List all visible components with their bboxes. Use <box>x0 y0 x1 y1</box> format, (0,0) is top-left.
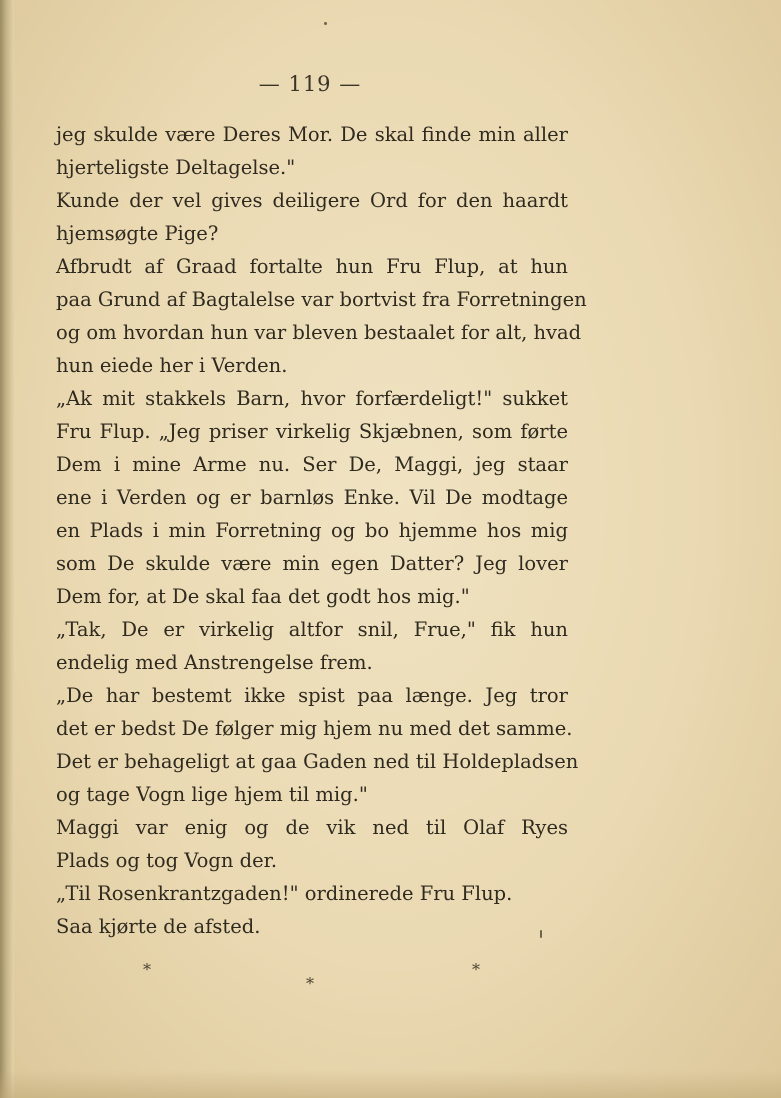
text-line: „Ak mit stakkels Barn, hvor forfærdeligt!" sukket <box>56 387 568 410</box>
paper-speck <box>324 22 327 25</box>
text-line: en Plads i min Forretning og bo hjemme hos mig <box>56 519 568 542</box>
text-line: Kunde der vel gives deiligere Ord for den haardt <box>56 189 568 212</box>
divider-star: * <box>306 974 314 993</box>
text-line: ene i Verden og er barnløs Enke. Vil De modtage <box>56 486 568 509</box>
text-line: og tage Vogn lige hjem til mig." <box>56 783 368 806</box>
paper-speck <box>540 930 542 938</box>
text-line: Dem i mine Arme nu. Ser De, Maggi, jeg staar <box>56 453 568 476</box>
page-binding-edge <box>0 0 14 1098</box>
text-line: som De skulde være min egen Datter? Jeg lover <box>56 552 568 575</box>
divider-star: * <box>143 960 151 979</box>
text-line: Maggi var enig og de vik ned til Olaf Ryes <box>56 816 568 839</box>
text-line: paa Grund af Bagtalelse var bortvist fra Forretningen <box>56 288 587 311</box>
text-line: Det er behageligt at gaa Gaden ned til Holdepladsen <box>56 750 579 773</box>
text-line: „Tak, De er virkelig altfor snil, Frue," fik hun <box>56 618 568 641</box>
text-line: Plads og tog Vogn der. <box>56 849 278 872</box>
text-line: hun eiede her i Verden. <box>56 354 288 377</box>
text-line: endelig med Anstrengelse frem. <box>56 651 373 674</box>
text-line: hjemsøgte Pige? <box>56 222 219 245</box>
text-line: Dem for, at De skal faa det godt hos mig." <box>56 585 470 608</box>
section-divider <box>0 956 781 996</box>
text-line: „Til Rosenkrantzgaden!" ordinerede Fru Flup. <box>56 882 513 905</box>
divider-star: * <box>472 960 480 979</box>
text-line: Afbrudt af Graad fortalte hun Fru Flup, at hun <box>56 255 568 278</box>
text-line: „De har bestemt ikke spist paa længe. Jeg tror <box>56 684 568 707</box>
text-line: Saa kjørte de afsted. <box>56 915 261 938</box>
body-text <box>56 118 587 943</box>
page-number: — 119 — <box>258 72 362 96</box>
page-bottom-shadow <box>0 1070 781 1098</box>
text-line: Fru Flup. „Jeg priser virkelig Skjæbnen, som førte <box>56 420 568 443</box>
text-line: hjerteligste Deltagelse." <box>56 156 296 179</box>
text-line: det er bedst De følger mig hjem nu med det samme. <box>56 717 573 740</box>
text-line: og om hvordan hun var bleven bestaalet for alt, hvad <box>56 321 582 344</box>
text-line: jeg skulde være Deres Mor. De skal finde min aller <box>56 123 568 146</box>
